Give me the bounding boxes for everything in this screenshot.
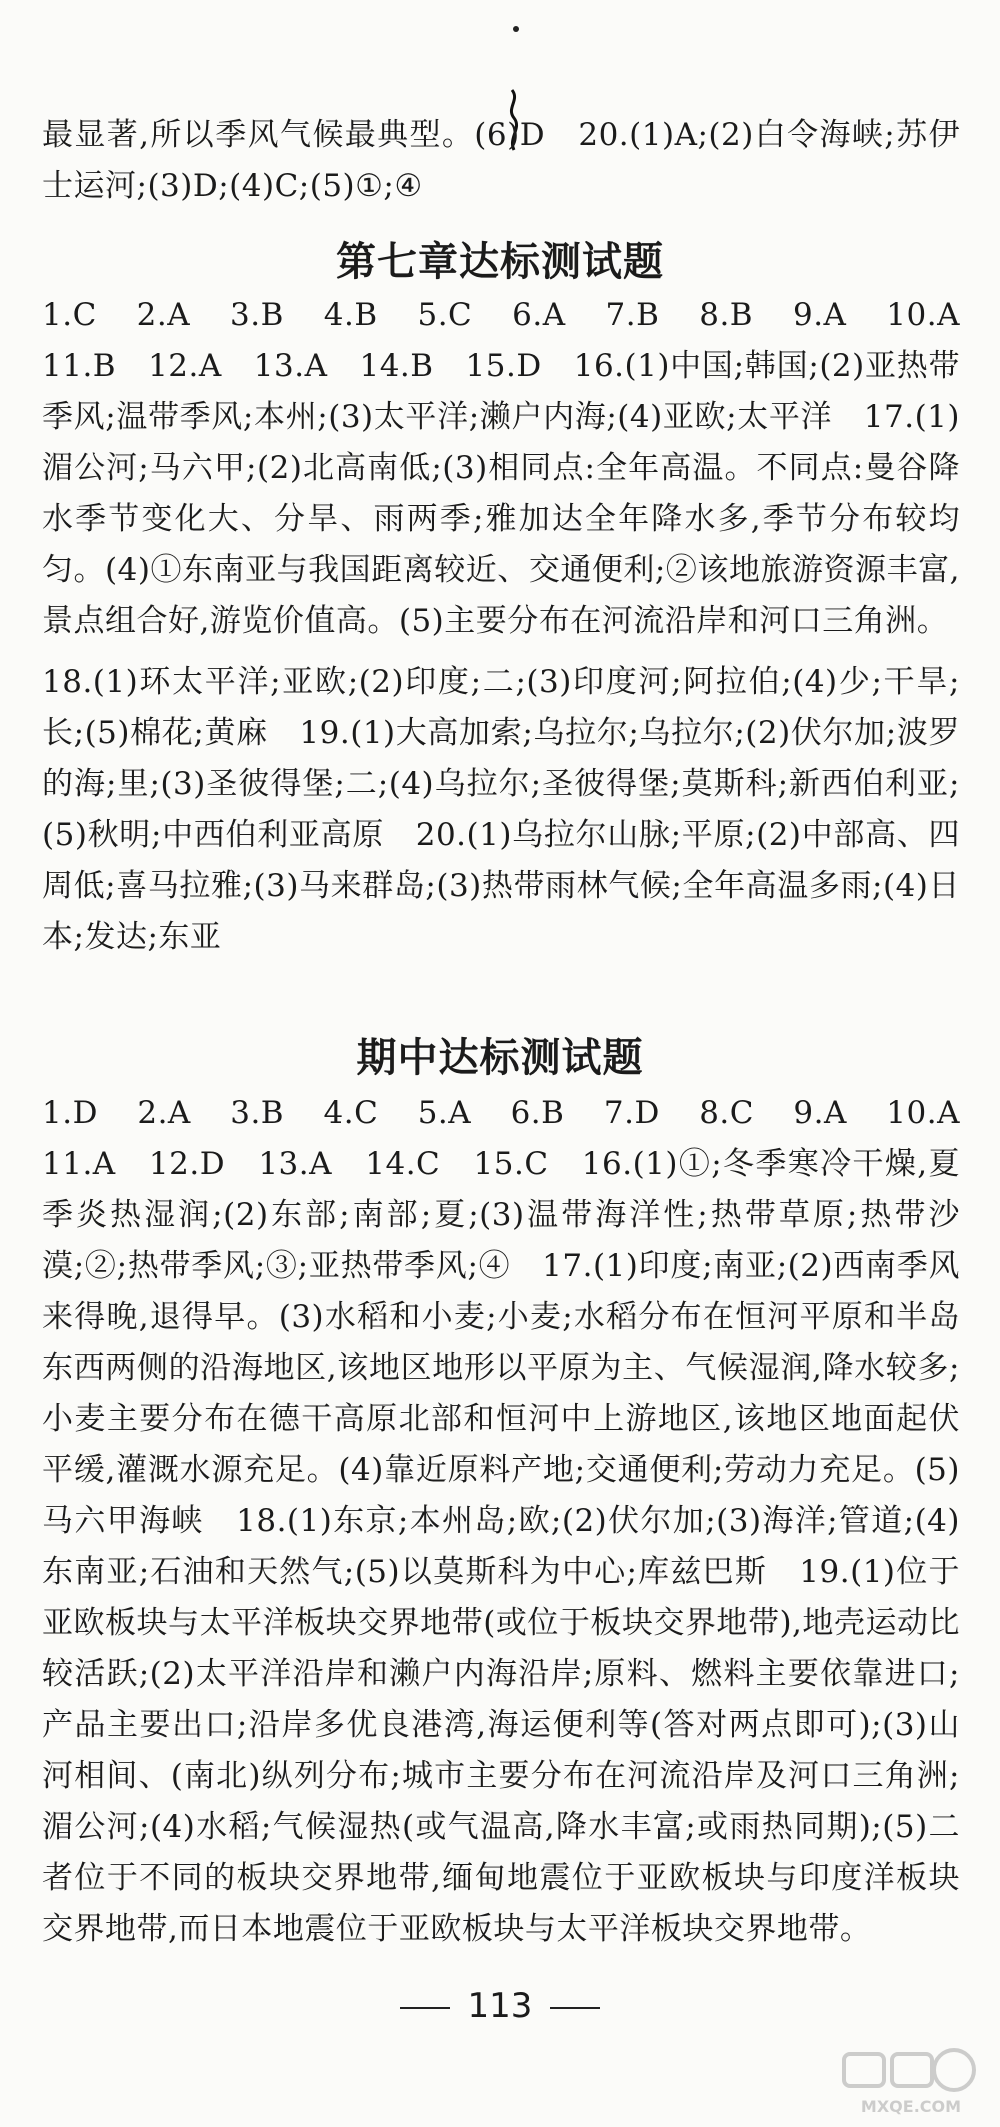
page-number xyxy=(0,1986,1000,2026)
svg-text:MXQE.COM: MXQE.COM xyxy=(860,2097,962,2116)
section-body-midterm xyxy=(42,1088,992,1965)
section-title-chapter7: 第七章达标测试题 xyxy=(336,239,664,285)
answer-paragraph: 18.(1)环太平洋;亚欧;(2)印度;二;(3)印度河;阿拉伯;(4)少;干旱;长;(5)棉花;黄麻 19.(1)大高加索;乌拉尔;乌拉尔;(2)伏尔加;波罗的海;里;(3)圣彼得堡;二;(4)乌拉尔;圣彼得堡;莫斯科;新西伯利亚;(5)秋明;中西伯利亚高原 20.(1)乌拉尔山脉;平原;(2)中部高、四周低;喜马拉雅;(3)马来群岛;(3)热带雨林气候;全年高温多雨;(4)日本;发达;东亚 xyxy=(42,664,960,955)
page-number-dash-right xyxy=(550,2007,600,2009)
page-number-text: 113 xyxy=(467,1986,533,2026)
section-title-midterm: 期中达标测试题 xyxy=(356,1035,644,1081)
answer-paragraph: 1.D 2.A 3.B 4.C 5.A 6.B 7.D 8.C 9.A 10.A 11.A 12.D 13.A 14.C 15.C 16.(1)①;冬季寒冷干燥,夏季炎热湿润;(2)东部;南部;夏;(3)温带海洋性;热带草原;热带沙漠;②;热带季风;③;亚热带季风;④ 17.(1)印度;南亚;(2)西南季风来得晚,退得早。(3)水稻和小麦;小麦;水稻分布在恒河平原和半岛东西两侧的沿海地区,该地区地形以平原为主、气候湿润,降水较多;小麦主要分布在德干高原北部和恒河中上游地区,该地区地面起伏平缓,灌溉水源充足。(4)靠近原料产地;交通便利;劳动力充足。(5)马六甲海峡 18.(1)东京;本州岛;欧;(2)伏尔加;(3)海洋;管道;(4)东南亚;石油和天然气;(5)以莫斯科为中心;库兹巴斯 19.(1)位于亚欧板块与太平洋板块交界地带(或位于板块交界地带),地壳运动比较活跃;(2)太平洋沿岸和濑户内海沿岸;原料、燃料主要依靠进口;产品主要出口;沿岸多优良港湾,海运便利等(答对两点即可);(3)山河相间、(南北)纵列分布;城市主要分布在河流沿岸及河口三角洲;湄公河;(4)水稻;气候湿热(或气温高,降水丰富;或雨热同期);(5)二者位于不同的板块交界地带,缅甸地震位于亚欧板块与印度洋板块交界地带,而日本地震位于亚欧板块与太平洋板块交界地带。 xyxy=(42,1095,992,1947)
answer-paragraph: 1.C 2.A 3.B 4.B 5.C 6.A 7.B 8.B 9.A 10.A 11.B 12.A 13.A 14.B 15.D 16.(1)中国;韩国;(2)亚热带季风;温带季风;本州;(3)太平洋;濑户内海;(4)亚欧;太平洋 17.(1)湄公河;马六甲;(2)北高南低;(3)相同点:全年高温。不同点:曼谷降水季节变化大、分旱、雨两季;雅加达全年降水多,季节分布较均匀。(4)①东南亚与我国距离较近、交通便利;②该地旅游资源丰富,景点组合好,游览价值高。(5)主要分布在河流沿岸和河口三角洲。 xyxy=(42,297,992,639)
print-dot xyxy=(513,26,519,32)
page-number-dash-left xyxy=(400,2007,450,2009)
watermark-logo xyxy=(836,2046,986,2118)
section-body-chapter7 xyxy=(42,290,992,973)
top-paragraph: 最显著,所以季风气候最典型。(6)D 20.(1)A;(2)白令海峡;苏伊士运河;(3)D;(4)C;(5)①;④ xyxy=(42,117,960,204)
